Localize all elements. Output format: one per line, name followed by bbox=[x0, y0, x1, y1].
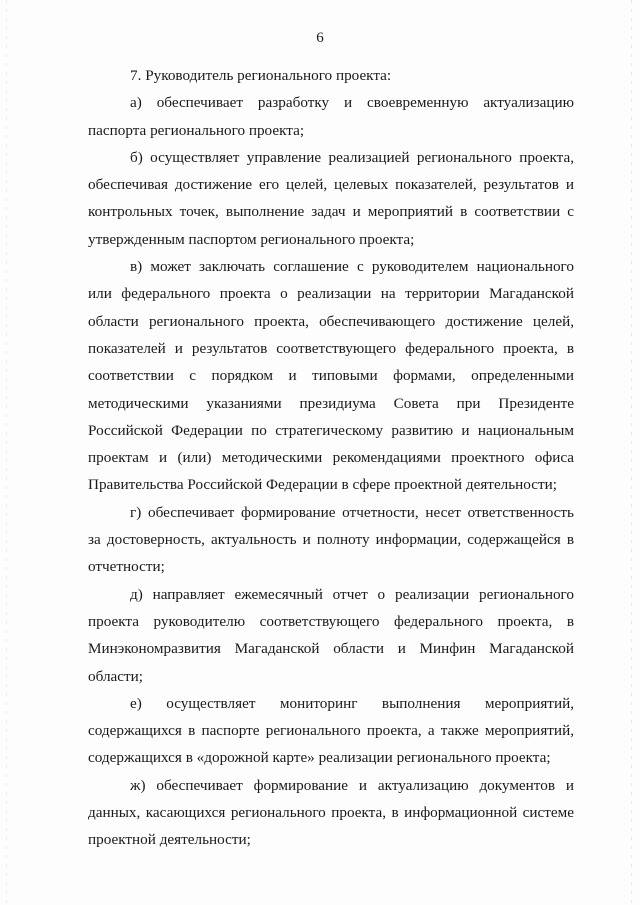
scan-edge-left bbox=[6, 0, 7, 905]
paragraph-a: а) обеспечивает разработку и своевременную актуализацию паспорта регионального проекта; bbox=[88, 94, 574, 139]
paragraph-e: е) осуществляет мониторинг выполнения мероприятий, содержащихся в паспорте регионального проекта, а также мероприятий, содержащихся в «дорожной карте» реализации регионального проекта; bbox=[88, 694, 574, 767]
paragraph-v: в) может заключать соглашение с руководителем национального или федерального проекта о реализации на территории Магаданской области регионального проекта, обеспечивающего достижение целей, показателей и результатов соответствующего федерального проекта, в соответствии с порядком и типовыми формами, определенными методическими указаниями президиума Совета при Президенте Российской Федерации по стратегическому развитию и национальным проектам и (или) методическими рекомендациями проектного офиса Правительства Российской Федерации в сфере проектной деятельности; bbox=[88, 258, 574, 494]
paragraph-b: б) осуществляет управление реализацией регионального проекта, обеспечивая достижение его целей, целевых показателей, результатов и контрольных точек, выполнение задач и мероприятий в соответствии с утвержденным паспортом регионального проекта; bbox=[88, 148, 574, 248]
paragraph-g: г) обеспечивает формирование отчетности, несет ответственность за достоверность, актуальность и полноту информации, содержащейся в отчетности; bbox=[88, 503, 574, 576]
paragraph-zh: ж) обеспечивает формирование и актуализацию документов и данных, касающихся регионального проекта, в информационной системе проектной деятельности; bbox=[88, 776, 574, 849]
page-number: 6 bbox=[316, 30, 324, 46]
scan-edge-right bbox=[631, 0, 632, 905]
document-body bbox=[88, 62, 574, 854]
paragraph-d: д) направляет ежемесячный отчет о реализации регионального проекта руководителю соответствующего федерального проекта, в Минэкономразвития Магаданской области и Минфин Магаданской области; bbox=[88, 585, 574, 685]
section-heading-7: 7. Руководитель регионального проекта: bbox=[130, 67, 392, 84]
